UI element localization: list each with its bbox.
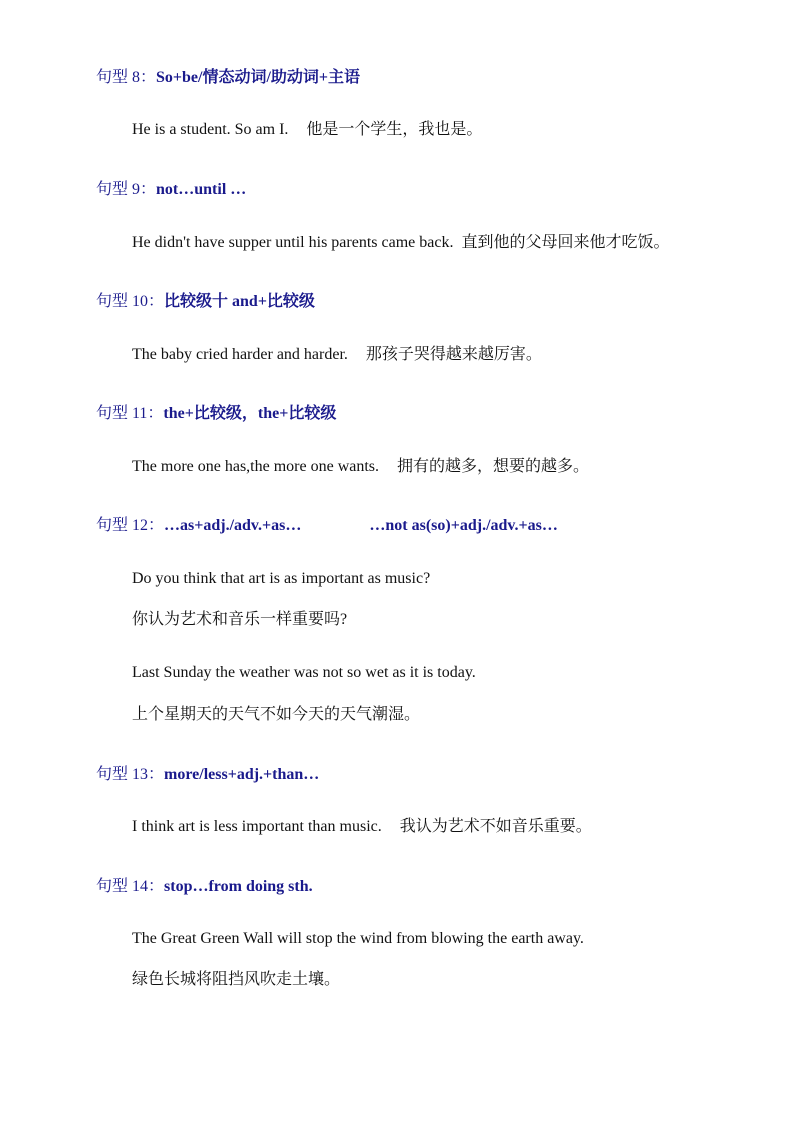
heading-pattern: the+比较级，the+比较级 — [163, 405, 337, 422]
section-heading-11 — [96, 404, 336, 424]
example-english: Do you think that art is as important as music? — [132, 570, 431, 587]
example-chinese: 拥有的越多，想要的越多。 — [397, 458, 590, 475]
section-heading-14 — [96, 877, 313, 897]
heading-pattern: stop…from doing sth. — [164, 878, 313, 895]
example-english: The more one has,the more one wants. — [132, 458, 380, 475]
heading-prefix: 句型 9： — [96, 181, 157, 198]
heading-pattern: more/less+adj.+than… — [164, 766, 320, 783]
example-line — [132, 705, 420, 725]
heading-pattern-negative: …not as(so)+adj./adv.+as… — [369, 517, 558, 534]
example-line — [132, 663, 476, 683]
heading-pattern: …as+adj./adv.+as… — [164, 517, 302, 534]
section-heading-10 — [96, 292, 315, 312]
example-line — [132, 569, 430, 589]
heading-pattern: 比较级十 and+比较级 — [164, 293, 315, 310]
example-chinese: 那孩子哭得越来越厉害。 — [365, 346, 542, 363]
example-line — [132, 120, 482, 140]
example-line — [132, 970, 340, 990]
example-line — [132, 457, 589, 477]
example-chinese: 上个星期天的天气不如今天的天气潮湿。 — [132, 706, 421, 723]
section-heading-13 — [96, 765, 319, 785]
example-line — [132, 610, 347, 630]
example-chinese: 绿色长城将阻挡风吹走土壤。 — [132, 971, 341, 988]
heading-prefix: 句型 11： — [96, 405, 164, 422]
heading-prefix: 句型 13： — [96, 766, 165, 783]
example-english: He is a student. So am I. — [132, 121, 289, 138]
heading-prefix: 句型 10： — [96, 293, 165, 310]
example-english: He didn't have supper until his parents came back. — [132, 234, 454, 251]
heading-prefix: 句型 8： — [96, 69, 157, 86]
example-english: The Great Green Wall will stop the wind from blowing the earth away. — [132, 930, 584, 947]
example-line — [132, 233, 669, 253]
example-english: Last Sunday the weather was not so wet as it is today. — [132, 664, 476, 681]
example-line — [132, 929, 584, 949]
example-chinese: 他是一个学生，我也是。 — [306, 121, 483, 138]
example-english: The baby cried harder and harder. — [132, 346, 348, 363]
example-line — [132, 817, 592, 837]
example-chinese: 直到他的父母回来他才吃饭。 — [461, 234, 670, 251]
heading-prefix: 句型 12： — [96, 517, 165, 534]
example-english: I think art is less important than music. — [132, 818, 382, 835]
heading-pattern: not…until … — [156, 181, 247, 198]
example-line — [132, 345, 542, 365]
heading-prefix: 句型 14： — [96, 878, 165, 895]
example-chinese: 我认为艺术不如音乐重要。 — [399, 818, 592, 835]
section-heading-12 — [96, 516, 558, 536]
example-chinese: 你认为艺术和音乐一样重要吗? — [132, 611, 348, 628]
section-heading-8 — [96, 68, 360, 88]
heading-pattern: So+be/情态动词/助动词+主语 — [156, 69, 361, 86]
section-heading-9 — [96, 180, 246, 200]
